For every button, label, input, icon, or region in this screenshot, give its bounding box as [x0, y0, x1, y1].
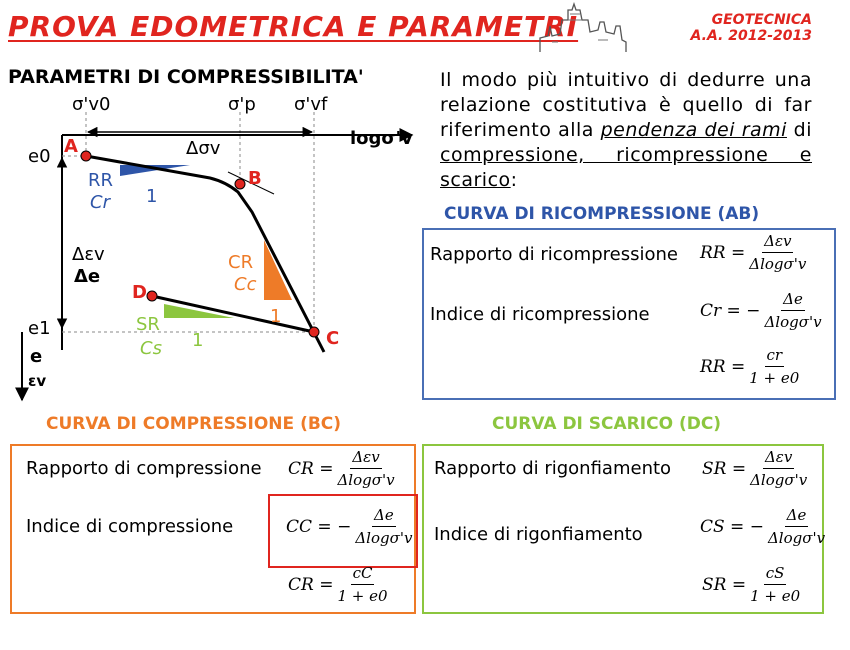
- formula-num: Δεv: [762, 232, 793, 253]
- formula-num: Δe: [372, 506, 396, 527]
- page-title: PROVA EDOMETRICA E PARAMETRI: [8, 10, 579, 43]
- formula-lhs: CS = −: [700, 516, 764, 537]
- section-title: PARAMETRI DI COMPRESSIBILITA': [8, 66, 364, 88]
- course-label: [691, 12, 812, 44]
- formula-sr-cs: [702, 564, 800, 605]
- formula-lhs: SR =: [702, 574, 747, 595]
- formula-rr-cr: [700, 346, 799, 387]
- formula-lhs: Cr = −: [700, 300, 761, 321]
- point-d-marker: [147, 291, 157, 301]
- point-c-label: C: [326, 328, 340, 349]
- formula-cs: [700, 506, 825, 547]
- sr-one-label: 1: [192, 330, 204, 351]
- log-axis-label: logσ'v: [350, 128, 413, 149]
- e0-label: e0: [28, 146, 51, 167]
- point-b-marker: [235, 179, 245, 189]
- formula-num: cr: [765, 346, 785, 367]
- cs-label: Cs: [140, 338, 162, 359]
- formula-sr: [702, 448, 807, 489]
- formula-rr: [700, 232, 806, 273]
- formula-den: Δlogσ'v: [767, 529, 826, 547]
- compression-index-label: Indice di compressione: [26, 516, 234, 537]
- compression-title: CURVA DI COMPRESSIONE (BC): [46, 414, 342, 434]
- e-axis-label: e: [30, 346, 43, 367]
- delta-eps-label: Δεv: [72, 244, 105, 265]
- rr-one-label: 1: [146, 186, 158, 207]
- academic-year: A.A. 2012-2013: [690, 28, 812, 44]
- compression-ratio-label: Rapporto di compressione: [26, 458, 262, 479]
- intro-emphasis: pendenza dei rami: [600, 119, 787, 141]
- intro-text-1: Il modo più intuitivo di dedurre una relazione costitutiva è quello di far riferimento alla: [440, 69, 812, 141]
- formula-den: 1 + e0: [337, 587, 388, 605]
- formula-num: Δεv: [350, 448, 381, 469]
- eps-axis-label: εv: [28, 372, 47, 390]
- intro-text-3: :: [510, 169, 518, 191]
- delta-sigma-label: Δσv: [186, 138, 221, 159]
- course-name: GEOTECNICA: [711, 12, 812, 28]
- recompression-index-label: Indice di ricompressione: [430, 304, 650, 325]
- cr-small-label: Cr: [90, 192, 110, 213]
- formula-den: Δlogσ'v: [764, 313, 822, 331]
- formula-cr-ratio: [288, 448, 395, 489]
- rr-slope-triangle: [120, 165, 190, 176]
- formula-lhs: RR =: [700, 356, 746, 377]
- cr-slope-triangle: [264, 240, 292, 300]
- delta-e-label: Δe: [74, 266, 101, 287]
- sr-label: SR: [136, 314, 160, 335]
- sigma-vf-label: σ'vf: [294, 94, 328, 115]
- formula-cc: [286, 506, 412, 547]
- formula-lhs: CR =: [288, 458, 334, 479]
- point-c-marker: [309, 327, 319, 337]
- formula-lhs: CR =: [288, 574, 334, 595]
- intro-underlined: compressione, ricompressione e scarico: [440, 144, 812, 191]
- swelling-index-label: Indice di rigonfiamento: [434, 524, 643, 545]
- e1-label: e1: [28, 318, 51, 339]
- formula-lhs: RR =: [700, 242, 746, 263]
- recompression-title: CURVA DI RICOMPRESSIONE (AB): [444, 204, 760, 224]
- rr-label: RR: [88, 170, 114, 191]
- recompression-ratio-label: Rapporto di ricompressione: [430, 244, 678, 265]
- formula-num: Δεv: [763, 448, 794, 469]
- formula-den: 1 + e0: [749, 369, 800, 387]
- formula-num: cC: [351, 564, 375, 585]
- formula-den: Δlogσ'v: [337, 471, 395, 489]
- formula-den: Δlogσ'v: [749, 255, 807, 273]
- formula-cr: [700, 290, 822, 331]
- formula-den: 1 + e0: [750, 587, 801, 605]
- point-d-label: D: [132, 282, 147, 303]
- cr-big-label: CR: [228, 252, 254, 273]
- cr-one-label: 1: [270, 306, 282, 327]
- formula-lhs: CC = −: [286, 516, 352, 537]
- formula-cr-cc: [288, 564, 388, 605]
- formula-num: Δe: [785, 506, 809, 527]
- sigma-p-label: σ'p: [228, 94, 256, 115]
- formula-den: Δlogσ'v: [750, 471, 808, 489]
- point-a-label: A: [64, 136, 78, 157]
- point-a-marker: [81, 151, 91, 161]
- formula-num: cS: [764, 564, 787, 585]
- swelling-ratio-label: Rapporto di rigonfiamento: [434, 458, 672, 479]
- formula-num: Δe: [781, 290, 805, 311]
- loading-curve: [86, 156, 324, 352]
- building-logo-icon: [538, 2, 628, 54]
- formula-den: Δlogσ'v: [355, 529, 413, 547]
- cc-label: Cc: [234, 274, 257, 295]
- unloading-title: CURVA DI SCARICO (DC): [492, 414, 722, 434]
- formula-lhs: SR =: [702, 458, 747, 479]
- intro-text-2: di: [786, 119, 812, 141]
- intro-paragraph: [440, 68, 812, 193]
- sigma-v0-label: σ'v0: [72, 94, 111, 115]
- point-b-label: B: [248, 168, 262, 189]
